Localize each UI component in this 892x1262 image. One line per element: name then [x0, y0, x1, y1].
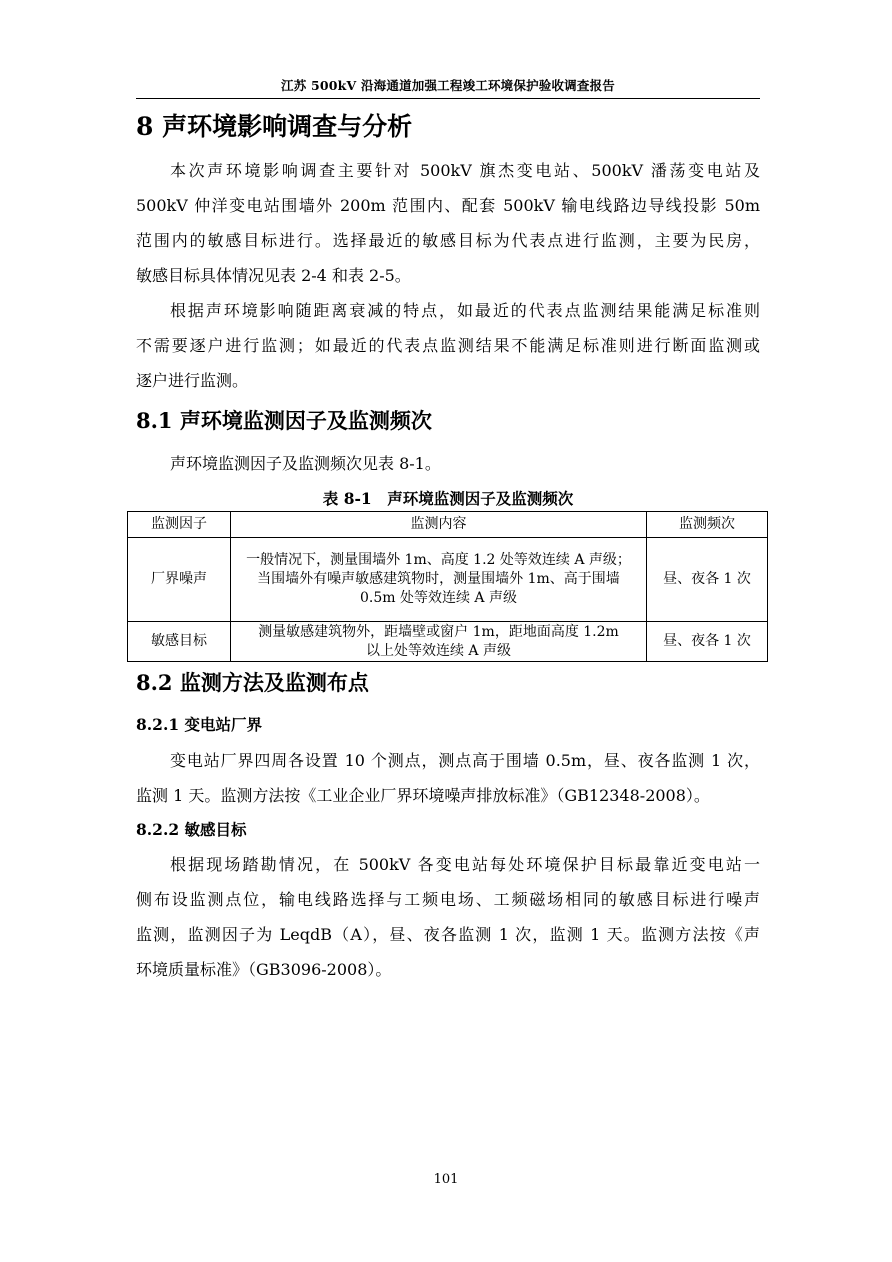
section-8-2-title: 8.2 监测方法及监测布点 [136, 670, 369, 695]
table-header-row [128, 512, 768, 538]
cell-factor: 敏感目标 [128, 622, 231, 662]
header-cell-frequency: 监测频次 [647, 512, 768, 538]
cell-content-line: 以上处等效连续 A 声级 [365, 642, 511, 659]
text-line: 本次声环境影响调查主要针对 500kV 旗杰变电站、500kV 潘荡变电站及 [170, 161, 760, 180]
text-line: 侧布设监测点位，输电线路选择与工频电场、工频磁场相同的敏感目标进行噪声 [136, 890, 760, 909]
header-rule [136, 98, 760, 99]
table-row [128, 538, 768, 622]
header-cell-factor: 监测因子 [128, 512, 231, 538]
text-line: 范围内的敏感目标进行。选择最近的敏感目标为代表点进行监测，主要为民房， [136, 231, 760, 250]
section-8-1-paragraph [136, 446, 760, 481]
text-line: 声环境监测因子及监测频次见表 8-1。 [170, 454, 441, 473]
section-8-paragraph-1 [136, 153, 760, 293]
cell-content-line: 当围墙外有噪声敏感建筑物时，测量围墙外 1m、高于围墙 [257, 571, 620, 587]
text-line: 环境质量标准》（GB3096-2008）。 [136, 960, 392, 979]
text-line: 监测 1 天。监测方法按《工业企业厂界环境噪声排放标准》（GB12348-2008）。 [136, 786, 710, 805]
section-8-2-1-paragraph [136, 743, 760, 813]
text-line: 监测，监测因子为 LeqdB（A），昼、夜各监测 1 次，监测 1 天。监测方法按《声 [136, 925, 760, 944]
header-cell-content: 监测内容 [231, 512, 647, 538]
cell-frequency: 昼、夜各 1 次 [647, 538, 768, 622]
section-8-2-1-title: 8.2.1 变电站厂界 [136, 715, 263, 734]
table-row [128, 622, 768, 662]
section-8-2-2-paragraph [136, 847, 760, 987]
table-caption: 表 8-1 声环境监测因子及监测频次 [322, 489, 574, 508]
text-line: 敏感目标具体情况见表 2-4 和表 2-5。 [136, 266, 411, 285]
cell-content-line: 测量敏感建筑物外，距墙壁或窗户 1m，距地面高度 1.2m [258, 623, 619, 640]
page-header: 江苏 500kV 沿海通道加强工程竣工环境保护验收调查报告 [281, 78, 615, 93]
cell-factor: 厂界噪声 [128, 538, 231, 622]
cell-content [231, 538, 647, 622]
cell-frequency: 昼、夜各 1 次 [647, 622, 768, 662]
cell-content-line: 0.5m 处等效连续 A 声级 [359, 590, 517, 606]
cell-content-line: 一般情况下，测量围墙外 1m、高度 1.2 处等效连续 A 声级； [246, 552, 631, 568]
section-8-2-2-title: 8.2.2 敏感目标 [136, 820, 247, 839]
section-8-paragraph-2 [136, 293, 760, 398]
text-line: 根据现场踏勘情况，在 500kV 各变电站每处环境保护目标最靠近变电站一 [170, 855, 760, 874]
text-line: 逐户进行监测。 [136, 371, 249, 390]
section-8-title: 8 声环境影响调查与分析 [136, 112, 413, 141]
text-line: 变电站厂界四周各设置 10 个测点，测点高于围墙 0.5m，昼、夜各监测 1 次， [170, 751, 760, 770]
page-number: 101 [433, 1172, 459, 1187]
text-line: 根据声环境影响随距离衰减的特点，如最近的代表点监测结果能满足标准则 [170, 301, 760, 320]
cell-content [231, 622, 647, 662]
monitoring-table [127, 511, 768, 662]
section-8-1-title: 8.1 声环境监测因子及监测频次 [136, 408, 432, 433]
text-line: 500kV 仲洋变电站围墙外 200m 范围内、配套 500kV 输电线路边导线投影 50m [136, 196, 760, 215]
text-line: 不需要逐户进行监测；如最近的代表点监测结果不能满足标准则进行断面监测或 [136, 336, 760, 355]
